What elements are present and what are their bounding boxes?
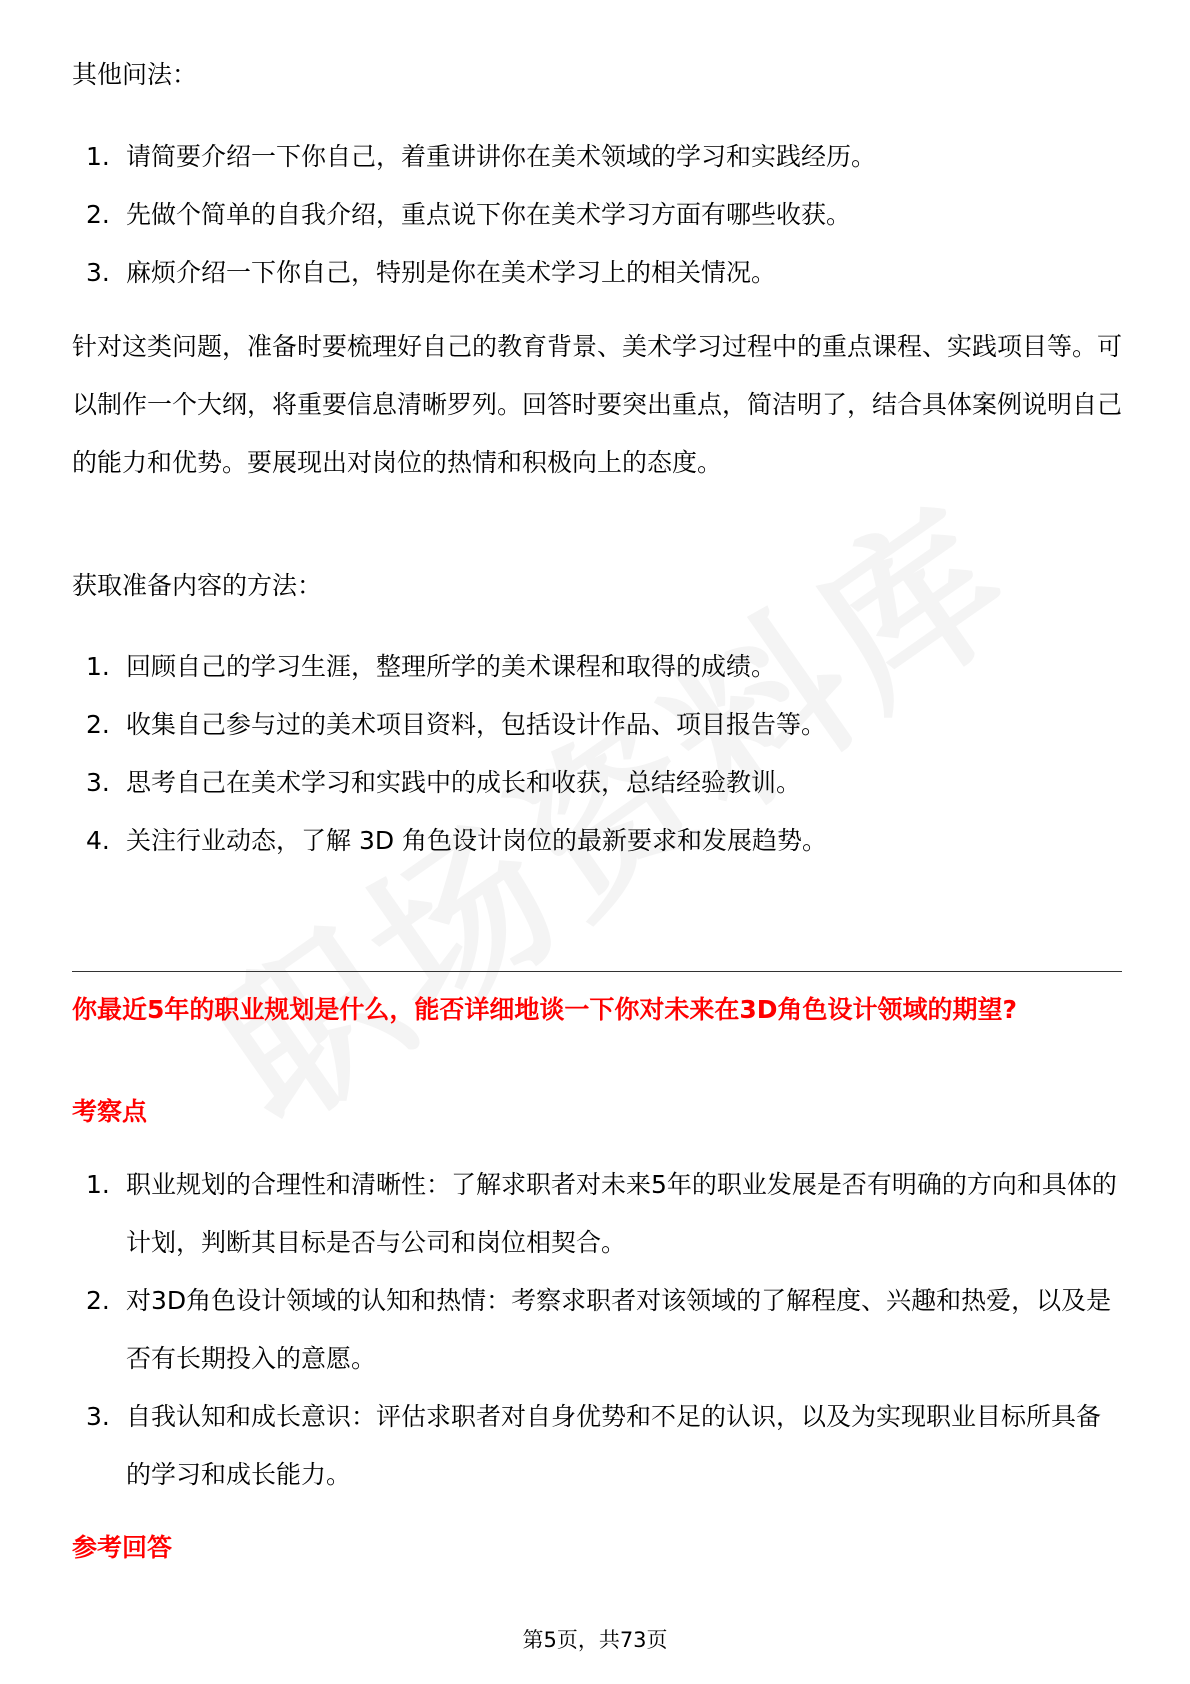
alt-questions-list [72,128,1122,302]
list-item: 1. 职业规划的合理性和清晰性：了解求职者对未来5年的职业发展是否有明确的方向和具体的计划，判断其目标是否与公司和岗位相契合。 [86,1170,1117,1257]
list-item-text: 思考自己在美术学习和实践中的成长和收获，总结经验教训。 [126,768,802,797]
methods-list [72,638,1122,870]
list-item-text: 关注行业动态，了解 3D 角色设计岗位的最新要求和发展趋势。 [126,826,828,855]
reference-label: 参考回答 [72,1533,173,1562]
list-item-text: 职业规划的合理性和清晰性：了解求职者对未来5年的职业发展是否有明确的方向和具体的计划，判断其目标是否与公司和岗位相契合。 [126,1170,1117,1257]
list-item: 3. 自我认知和成长意识：评估求职者对自身优势和不足的认识，以及为实现职业目标所具备的学习和成长能力。 [86,1402,1102,1489]
list-item-text: 麻烦介绍一下你自己，特别是你在美术学习上的相关情况。 [126,258,777,287]
list-item: 2. 收集自己参与过的美术项目资料，包括设计作品、项目报告等。 [86,710,827,739]
list-item: 1. 请简要介绍一下你自己，着重讲讲你在美术领域的学习和实践经历。 [86,142,877,171]
list-item-text: 请简要介绍一下你自己，着重讲讲你在美术领域的学习和实践经历。 [126,142,877,171]
list-item-text: 先做个简单的自我介绍，重点说下你在美术学习方面有哪些收获。 [126,200,852,229]
list-item: 2. 先做个简单的自我介绍，重点说下你在美术学习方面有哪些收获。 [86,200,852,229]
list-item: 1. 回顾自己的学习生涯，整理所学的美术课程和取得的成绩。 [86,652,777,681]
section-divider [72,971,1122,972]
methods-label: 获取准备内容的方法： [72,571,323,600]
list-item: 3. 麻烦介绍一下你自己，特别是你在美术学习上的相关情况。 [86,258,777,287]
advice-paragraph: 针对这类问题，准备时要梳理好自己的教育背景、美术学习过程中的重点课程、实践项目等。可以制作一个大纲，将重要信息清晰罗列。回答时要突出重点，简洁明了，结合具体案例说明自己的能力和优势。要展现出对岗位的热情和积极向上的态度。 [72,332,1123,477]
list-item-text: 回顾自己的学习生涯，整理所学的美术课程和取得的成绩。 [126,652,777,681]
page-footer: 第5页，共73页 [522,1628,668,1652]
list-item-text: 自我认知和成长意识：评估求职者对自身优势和不足的认识，以及为实现职业目标所具备的学习和成长能力。 [126,1402,1102,1489]
list-item-text: 对3D角色设计领域的认知和热情：考察求职者对该领域的了解程度、兴趣和热爱，以及是否有长期投入的意愿。 [126,1286,1112,1373]
list-item: 2. 对3D角色设计领域的认知和热情：考察求职者对该领域的了解程度、兴趣和热爱，以及是否有长期投入的意愿。 [86,1286,1112,1373]
question-heading: 你最近5年的职业规划是什么，能否详细地谈一下你对未来在3D角色设计领域的期望? [72,995,1018,1024]
list-item-text: 收集自己参与过的美术项目资料，包括设计作品、项目报告等。 [126,710,827,739]
intro-label: 其他问法： [72,60,198,89]
examine-label: 考察点 [72,1097,148,1126]
examine-points-list [72,1156,1122,1504]
list-item: 3. 思考自己在美术学习和实践中的成长和收获，总结经验教训。 [86,768,802,797]
list-item: 4. 关注行业动态，了解 3D 角色设计岗位的最新要求和发展趋势。 [86,826,828,855]
